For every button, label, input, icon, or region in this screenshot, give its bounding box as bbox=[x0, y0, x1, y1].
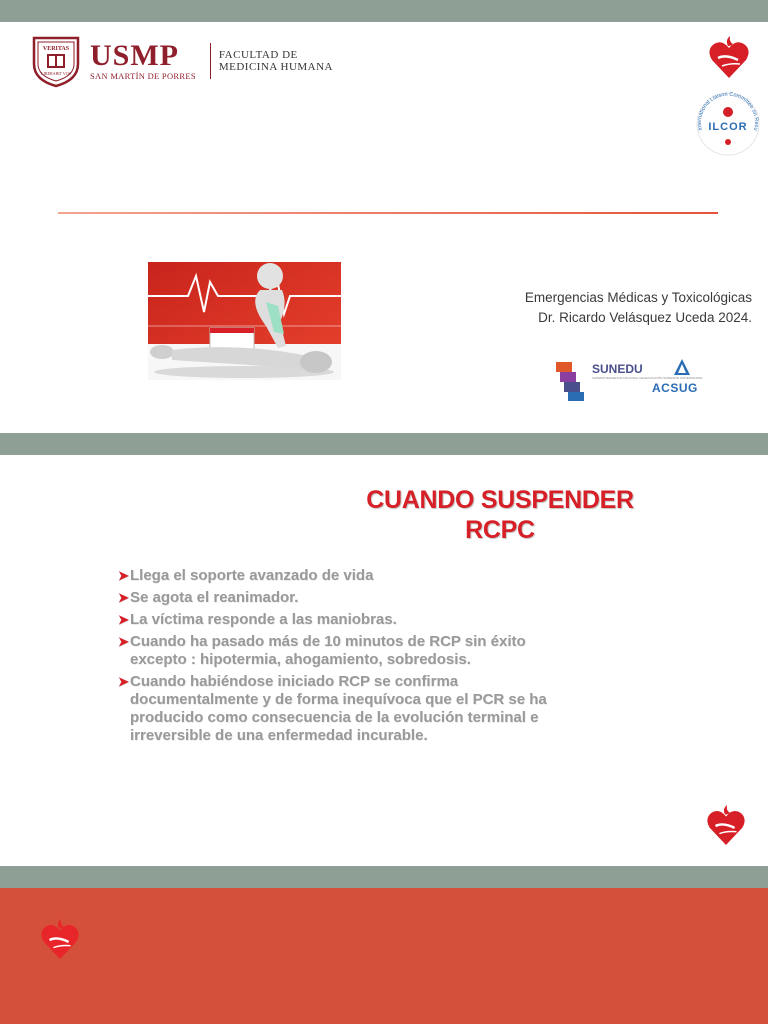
usmp-subtitle: SAN MARTÍN DE PORRES bbox=[90, 71, 196, 81]
next-slide-preview bbox=[0, 888, 768, 1024]
arrow-bullet-icon: ➤ bbox=[118, 634, 129, 649]
list-item: ➤ La víctima responde a las maniobras. bbox=[118, 611, 397, 628]
list-item: ➤ Cuando ha pasado más de 10 minutos de RCP sin éxito excepto : hipotermia, ahogamiento, sobredosis. bbox=[118, 633, 526, 668]
arrow-bullet-icon: ➤ bbox=[118, 612, 129, 627]
crest-motto-top: VERITAS bbox=[42, 46, 70, 52]
course-instructor: Dr. Ricardo Velásquez Uceda 2024. bbox=[538, 310, 752, 325]
sunedu-fineprint: SUPERINTENDENCIA NACIONAL DE EDUCACIÓN SUPERIOR UNIVERSITARIA bbox=[592, 376, 703, 380]
ilcor-ring-text: International Liaison Committee on Resu bbox=[696, 91, 760, 132]
acsug-emblem-icon bbox=[672, 358, 692, 376]
cpr-illustration bbox=[148, 262, 341, 380]
ilcor-logo bbox=[694, 86, 762, 158]
ilcor-acronym: ILCOR bbox=[708, 121, 748, 133]
slide-separator-middle bbox=[0, 433, 768, 455]
logo-divider bbox=[210, 43, 211, 79]
list-item: ➤ Se agota el reanimador. bbox=[118, 589, 299, 606]
faculty-line-2: MEDICINA HUMANA bbox=[218, 61, 333, 73]
slide-separator-top bbox=[0, 0, 768, 22]
course-info bbox=[392, 288, 752, 328]
usmp-crest-icon bbox=[30, 34, 82, 88]
list-item: ➤ Llega el soporte avanzado de vida bbox=[118, 567, 374, 584]
faculty-name bbox=[219, 49, 333, 73]
arrow-bullet-icon: ➤ bbox=[118, 568, 129, 583]
usmp-logo bbox=[30, 34, 333, 88]
slide-title bbox=[300, 485, 700, 545]
heart-torch-icon bbox=[706, 805, 746, 847]
crest-motto-bottom: LIBERABIT VOS bbox=[41, 71, 71, 76]
faculty-line-1: FACULTAD DE bbox=[218, 49, 298, 61]
acsug-name: ACSUG bbox=[652, 381, 698, 395]
heart-torch-icon bbox=[708, 36, 750, 80]
sunedu-blocks-icon bbox=[556, 360, 588, 402]
slide-separator-bottom bbox=[0, 866, 768, 888]
content-slide bbox=[0, 455, 768, 866]
arrow-bullet-icon: ➤ bbox=[118, 674, 129, 689]
criteria-list bbox=[118, 567, 548, 749]
title-divider-line bbox=[58, 212, 718, 214]
usmp-name: USMP bbox=[90, 39, 179, 72]
title-slide bbox=[0, 22, 768, 433]
slide-title-line-1: CUANDO SUSPENDER bbox=[366, 486, 634, 514]
sunedu-name: SUNEDU bbox=[592, 362, 643, 376]
slide-title-line-2: RCPC bbox=[465, 516, 535, 544]
heart-torch-icon bbox=[40, 918, 80, 962]
arrow-bullet-icon: ➤ bbox=[118, 590, 129, 605]
list-item: ➤ Cuando habiéndose iniciado RCP se confirma documentalmente y de forma inequívoca que el PCR se ha producido como consecuencia de la evolución terminal e irreversible de una enfermedad incurable. bbox=[118, 673, 547, 744]
acsug-logo bbox=[652, 358, 716, 395]
course-title: Emergencias Médicas y Toxicológicas bbox=[524, 290, 752, 305]
